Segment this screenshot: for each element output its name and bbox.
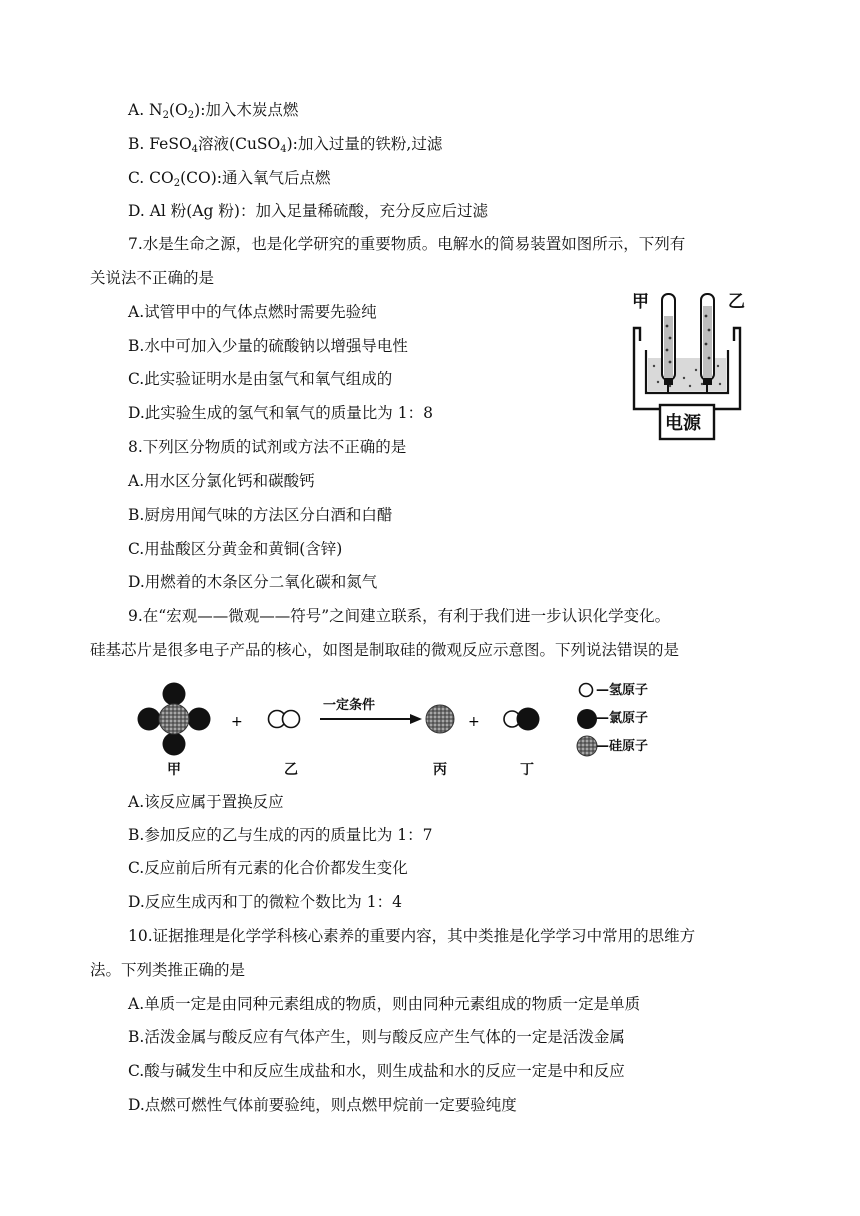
q6-option-d: D. Al 粉(Ag 粉)：加入足量稀硫酸，充分反应后过滤 [128, 202, 488, 220]
q9-stem: 9.在“宏观——微观——符号”之间建立联系，有利于我们进一步认识化学变化。 [128, 607, 671, 625]
label-jia: 甲 [167, 762, 181, 778]
label-yi: 乙 [284, 762, 298, 778]
q7-option-c: C.此实验证明水是由氢气和氧气组成的 [128, 370, 393, 388]
q9-option-d: D.反应生成丙和丁的微粒个数比为 1：4 [128, 893, 402, 911]
q10-option-a: A.单质一定是由同种元素组成的物质，则由同种元素组成的物质一定是单质 [128, 995, 641, 1013]
legend-chlorine-symbol [577, 709, 597, 729]
q6-option-a: A. $N_2(O_2)$:加入木炭点燃 [128, 101, 299, 121]
reaction-diagram [130, 676, 830, 780]
q8-option-c: C.用盐酸区分黄金和黄铜(含锌) [128, 540, 343, 558]
power-source-label: 电源 [665, 413, 701, 434]
label-ding: 丁 [520, 762, 534, 778]
q8-option-d: D.用燃着的木条区分二氧化碳和氮气 [128, 573, 378, 591]
plus-sign-1: + [231, 714, 243, 730]
q6-option-b: B. FeSO$_4$溶液(CuSO$_4$):加入过量的铁粉,过滤 [128, 135, 443, 155]
molecule-bing [426, 705, 454, 733]
legend-chlorine: —氯原子 [596, 711, 649, 726]
tube-label-jia: 甲 [632, 292, 649, 312]
q9-option-c: C.反应前后所有元素的化合价都发生变化 [128, 859, 408, 877]
tube-label-yi: 乙 [728, 292, 745, 312]
q9-stem-cont: 硅基芯片是很多电子产品的核心，如图是制取硅的微观反应示意图。下列说法错误的是 [90, 641, 680, 659]
q10-option-b: B.活泼金属与酸反应有气体产生，则与酸反应产生气体的一定是活泼金属 [128, 1028, 625, 1046]
q10-option-d: D.点燃可燃性气体前要验纯，则点燃甲烷前一定要验纯度 [128, 1096, 517, 1114]
legend-hydrogen-symbol [580, 684, 593, 697]
q8-option-b: B.厨房用闻气味的方法区分白酒和白醋 [128, 506, 393, 524]
q8-option-a: A.用水区分氯化钙和碳酸钙 [128, 472, 315, 490]
reaction-condition: 一定条件 [323, 698, 376, 713]
q9-option-b: B.参加反应的乙与生成的丙的质量比为 1：7 [128, 826, 433, 844]
q10-option-c: C.酸与碱发生中和反应生成盐和水，则生成盐和水的反应一定是中和反应 [128, 1062, 625, 1080]
q7-stem-cont: 关说法不正确的是 [90, 269, 215, 287]
q10-stem: 10.证据推理是化学学科核心素养的重要内容，其中类推是化学学习中常用的思维方 [128, 927, 696, 945]
q8-stem: 8.下列区分物质的试剂或方法不正确的是 [128, 438, 407, 456]
q10-stem-cont: 法。下列类推正确的是 [90, 961, 246, 979]
legend-hydrogen: —氢原子 [596, 683, 649, 698]
q7-option-a: A.试管甲中的气体点燃时需要先验纯 [128, 303, 377, 321]
label-bing: 丙 [433, 762, 447, 778]
legend-silicon-symbol [577, 736, 597, 756]
molecule-jia [138, 683, 211, 756]
q9-option-a: A.该反应属于置换反应 [128, 793, 284, 811]
molecule-ding [504, 708, 540, 731]
q6-option-c: C. $CO_2(CO)$:通入氧气后点燃 [128, 169, 331, 189]
q7-option-b: B.水中可加入少量的硫酸钠以增强导电性 [128, 337, 408, 355]
plus-sign-2: + [468, 714, 480, 730]
q7-option-d: D.此实验生成的氢气和氧气的质量比为 1：8 [128, 404, 433, 422]
q7-stem: 7.水是生命之源，也是化学研究的重要物质。电解水的简易装置如图所示，下列有 [128, 235, 686, 253]
legend-silicon: —硅原子 [596, 739, 649, 754]
molecule-yi [269, 711, 300, 728]
